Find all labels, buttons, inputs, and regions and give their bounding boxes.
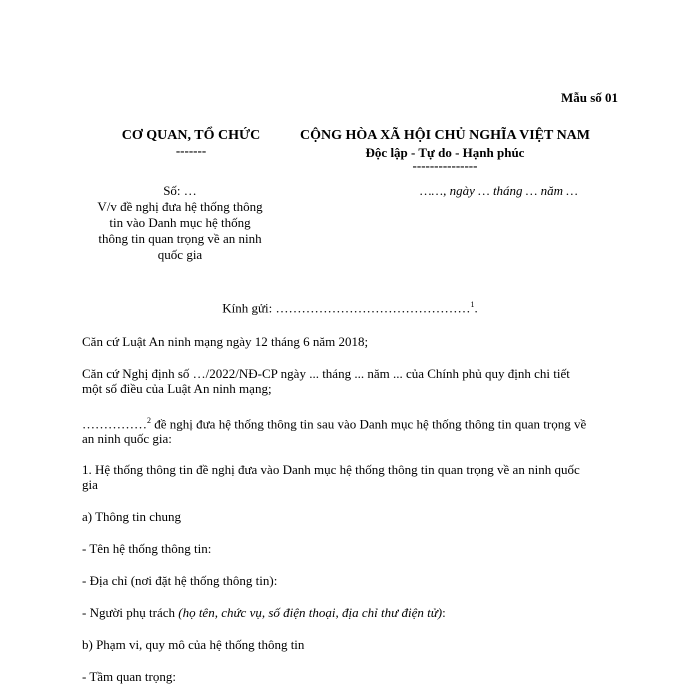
recipient-end: .	[474, 300, 478, 316]
national-header-block	[280, 128, 610, 171]
recipient-label: Kính gửi: ………………………………………	[222, 300, 471, 316]
request-text: đề nghị đưa hệ thống thông tin sau vào Danh mục hệ thống thông tin quan trọng về	[151, 416, 587, 432]
paragraph-legal-basis-1: Căn cứ Luật An ninh mạng ngày 12 tháng 6 năm 2018;	[82, 334, 369, 349]
paragraph-request	[82, 413, 622, 446]
field-address: - Địa chỉ (nơi đặt hệ thống thông tin):	[82, 573, 278, 588]
field-importance: - Tầm quan trọng:	[82, 669, 176, 684]
document-reference-block	[80, 183, 280, 263]
field-label: - Người phụ trách	[82, 605, 179, 620]
form-number: Mẫu số 01	[560, 90, 618, 105]
requester-placeholder: ……………	[82, 416, 147, 432]
national-title: CỘNG HÒA XÃ HỘI CHỦ NGHĨA VIỆT NAM	[299, 128, 590, 143]
paragraph-line: một số điều của Luật An ninh mạng;	[82, 381, 272, 396]
field-system-name: - Tên hệ thống thông tin:	[82, 541, 212, 556]
footnote-marker: 2	[147, 416, 151, 425]
subject-line: V/v đề nghị đưa hệ thống thông	[97, 199, 263, 214]
field-hint: (họ tên, chức vụ, số điện thoại, địa chỉ thư điện tử)	[178, 605, 443, 620]
issuing-organization-block	[96, 128, 286, 158]
footnote-marker: 1	[470, 300, 475, 309]
subject-line: thông tin quan trọng về an ninh	[98, 231, 262, 246]
paragraph-line: an ninh quốc gia:	[82, 431, 172, 447]
section-heading-1	[82, 462, 622, 492]
paragraph-line	[82, 413, 622, 431]
document-number: Số: …	[163, 183, 197, 198]
subsection-scope: b) Phạm vi, quy mô của hệ thống thông tin	[82, 637, 305, 652]
recipient-line	[0, 300, 700, 316]
field-person-in-charge	[82, 605, 622, 620]
field-end: :	[442, 605, 446, 620]
paragraph-line: gia	[82, 477, 98, 492]
paragraph-line: 1. Hệ thống thông tin đề nghị đưa vào Danh mục hệ thống thông tin quan trọng về an ninh quốc	[82, 462, 580, 477]
paragraph-line: Căn cứ Nghị định số …/2022/NĐ-CP ngày ... tháng ... năm ... của Chính phủ quy định chi tiết	[82, 366, 570, 381]
motto-divider: ---------------	[412, 158, 478, 173]
paragraph-legal-basis-2	[82, 366, 622, 396]
national-motto: Độc lập - Tự do - Hạnh phúc	[365, 145, 525, 160]
subject-line: tin vào Danh mục hệ thống	[109, 215, 251, 230]
subsection-general-info: a) Thông tin chung	[82, 509, 182, 524]
organization-divider: -------	[175, 143, 207, 158]
subject-line: quốc gia	[157, 247, 203, 262]
date-line: ……, ngày … tháng … năm …	[420, 183, 578, 198]
organization-name: CƠ QUAN, TỔ CHỨC	[121, 128, 261, 143]
